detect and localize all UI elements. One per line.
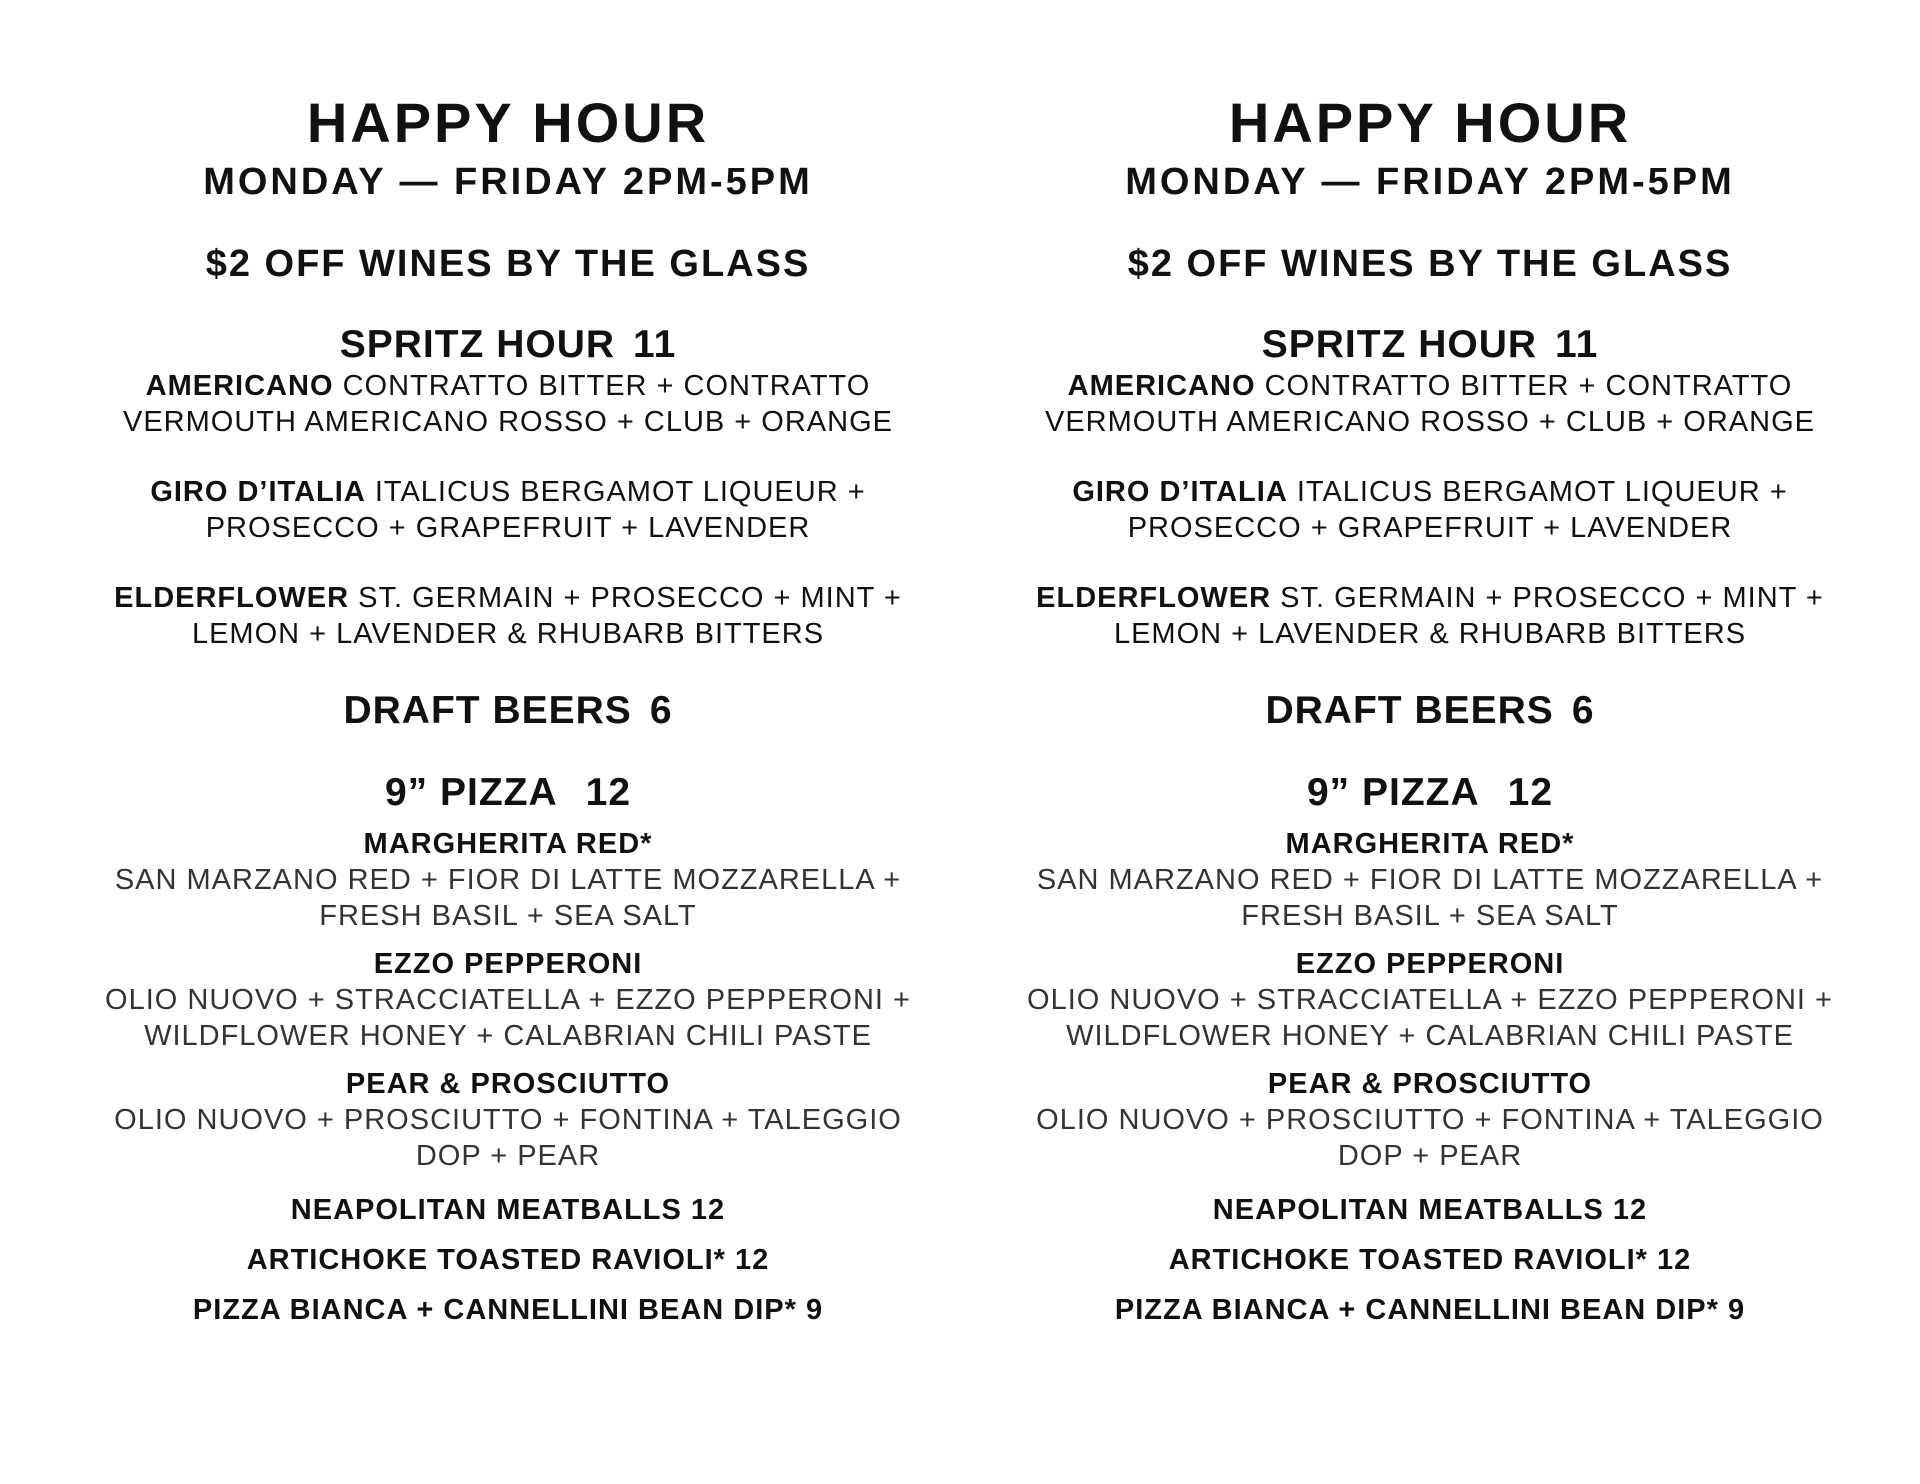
- pizza-name: EZZO PEPPERONI: [373, 948, 643, 980]
- drink-item: [1000, 368, 1860, 440]
- section-label: SPRITZ HOUR: [1261, 323, 1538, 366]
- section-price: 6: [649, 689, 673, 732]
- happy-hour-menu-right: [1000, 90, 1860, 1342]
- spritz-section: [78, 322, 938, 652]
- drink-item: [1000, 580, 1860, 652]
- pizza-name: EZZO PEPPERONI: [1295, 948, 1565, 980]
- extra-item: ARTICHOKE TOASTED RAVIOLI* 12: [1168, 1244, 1692, 1276]
- section-label: 9” PIZZA: [384, 771, 558, 814]
- extras-list: [1000, 1192, 1860, 1328]
- pizza-item: [78, 946, 938, 1054]
- drink-description: ITALICUS BERGAMOT LIQUEUR + PROSECCO + GRAPEFRUIT + LAVENDER: [1127, 476, 1788, 544]
- pizza-section: [78, 770, 938, 1174]
- wine-special: $2 OFF WINES BY THE GLASS: [1127, 243, 1733, 285]
- drink-name: AMERICANO: [145, 370, 334, 402]
- pizza-list: [1000, 826, 1860, 1174]
- pizza-item: [1000, 1066, 1860, 1174]
- drink-description: ST. GERMAIN + PROSECCO + MINT + LEMON + LAVENDER & RHUBARB BITTERS: [1113, 582, 1824, 650]
- spritz-section: [1000, 322, 1860, 652]
- pizza-name: PEAR & PROSCIUTTO: [345, 1068, 671, 1100]
- section-label: 9” PIZZA: [1306, 771, 1480, 814]
- section-price: 12: [1507, 771, 1554, 814]
- pizza-name: MARGHERITA RED*: [363, 828, 653, 860]
- menu-title: HAPPY HOUR: [306, 91, 710, 154]
- section-heading-pizza: [78, 770, 938, 816]
- drink-item: [78, 580, 938, 652]
- pizza-description: SAN MARZANO RED + FIOR DI LATTE MOZZARELLA + FRESH BASIL + SEA SALT: [1036, 864, 1824, 932]
- pizza-description: OLIO NUOVO + PROSCIUTTO + FONTINA + TALEGGIO DOP + PEAR: [114, 1104, 902, 1172]
- section-heading-beer: [78, 688, 938, 734]
- section-price: 11: [1555, 323, 1599, 366]
- drink-description: ITALICUS BERGAMOT LIQUEUR + PROSECCO + GRAPEFRUIT + LAVENDER: [205, 476, 866, 544]
- section-label: SPRITZ HOUR: [339, 323, 616, 366]
- drink-name: GIRO D’ITALIA: [1072, 476, 1288, 508]
- drink-name: ELDERFLOWER: [114, 582, 350, 614]
- pizza-item: [1000, 946, 1860, 1054]
- section-heading-spritz: [78, 322, 938, 368]
- drink-item: [78, 368, 938, 440]
- section-heading-beer: [1000, 688, 1860, 734]
- pizza-section: [1000, 770, 1860, 1174]
- drink-description: CONTRATTO BITTER + CONTRATTO VERMOUTH AMERICANO ROSSO + CLUB + ORANGE: [1045, 370, 1815, 438]
- drink-description: CONTRATTO BITTER + CONTRATTO VERMOUTH AMERICANO ROSSO + CLUB + ORANGE: [123, 370, 893, 438]
- extras-list: [78, 1192, 938, 1328]
- menu-hours: MONDAY — FRIDAY 2PM-5PM: [203, 161, 813, 203]
- extra-item: PIZZA BIANCA + CANNELLINI BEAN DIP* 9: [192, 1294, 824, 1326]
- happy-hour-menu-left: [78, 90, 938, 1342]
- drink-name: AMERICANO: [1067, 370, 1256, 402]
- section-price: 12: [585, 771, 632, 814]
- pizza-item: [78, 1066, 938, 1174]
- pizza-item: [78, 826, 938, 934]
- wine-special: $2 OFF WINES BY THE GLASS: [205, 243, 811, 285]
- extra-item: NEAPOLITAN MEATBALLS 12: [290, 1194, 726, 1226]
- extra-item: PIZZA BIANCA + CANNELLINI BEAN DIP* 9: [1114, 1294, 1746, 1326]
- drink-name: ELDERFLOWER: [1036, 582, 1272, 614]
- section-price: 6: [1571, 689, 1595, 732]
- drink-item: [1000, 474, 1860, 546]
- pizza-description: SAN MARZANO RED + FIOR DI LATTE MOZZARELLA + FRESH BASIL + SEA SALT: [114, 864, 902, 932]
- pizza-name: MARGHERITA RED*: [1285, 828, 1575, 860]
- pizza-item: [1000, 826, 1860, 934]
- drink-description: ST. GERMAIN + PROSECCO + MINT + LEMON + LAVENDER & RHUBARB BITTERS: [191, 582, 902, 650]
- section-heading-pizza: [1000, 770, 1860, 816]
- section-label: DRAFT BEERS: [1265, 689, 1554, 732]
- pizza-list: [78, 826, 938, 1174]
- extra-item: ARTICHOKE TOASTED RAVIOLI* 12: [246, 1244, 770, 1276]
- extra-item: NEAPOLITAN MEATBALLS 12: [1212, 1194, 1648, 1226]
- menu-hours: MONDAY — FRIDAY 2PM-5PM: [1125, 161, 1735, 203]
- menu-title: HAPPY HOUR: [1228, 91, 1632, 154]
- section-price: 11: [633, 323, 677, 366]
- drink-item: [78, 474, 938, 546]
- section-heading-spritz: [1000, 322, 1860, 368]
- pizza-description: OLIO NUOVO + PROSCIUTTO + FONTINA + TALEGGIO DOP + PEAR: [1036, 1104, 1824, 1172]
- pizza-description: OLIO NUOVO + STRACCIATELLA + EZZO PEPPERONI + WILDFLOWER HONEY + CALABRIAN CHILI PASTE: [1027, 984, 1833, 1052]
- pizza-name: PEAR & PROSCIUTTO: [1267, 1068, 1593, 1100]
- section-label: DRAFT BEERS: [343, 689, 632, 732]
- drink-name: GIRO D’ITALIA: [150, 476, 366, 508]
- pizza-description: OLIO NUOVO + STRACCIATELLA + EZZO PEPPERONI + WILDFLOWER HONEY + CALABRIAN CHILI PASTE: [105, 984, 911, 1052]
